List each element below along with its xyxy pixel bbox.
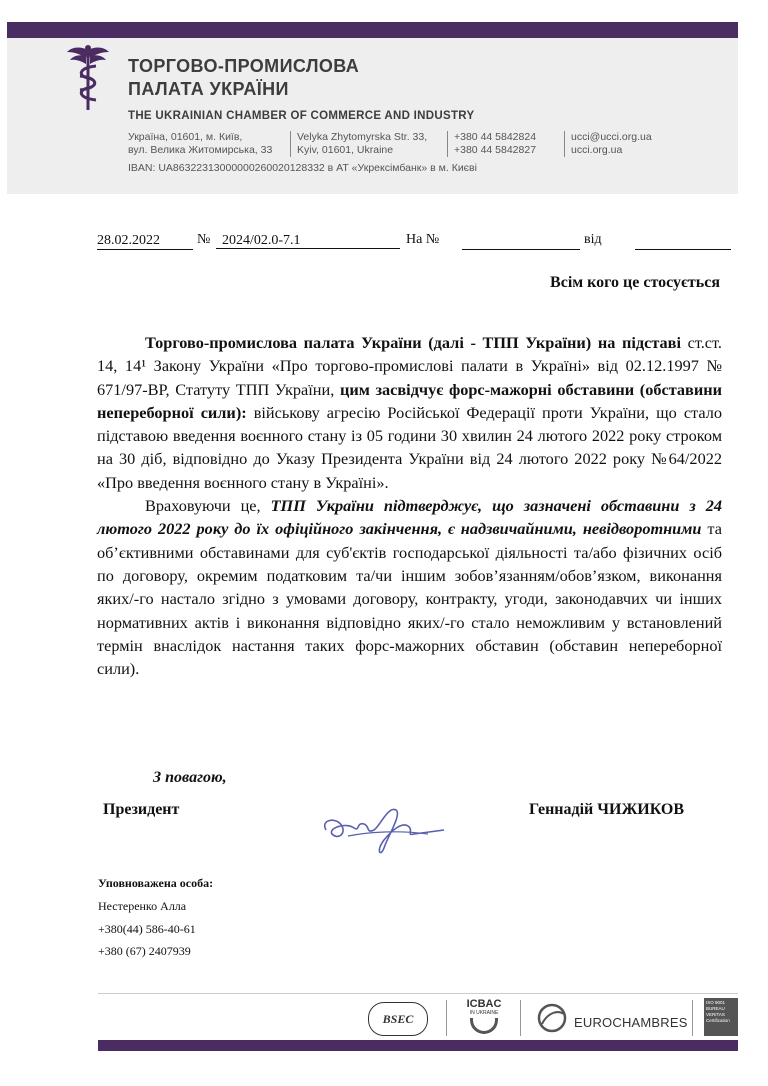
footer-divider	[98, 993, 738, 994]
icbac-horseshoe-icon	[470, 1018, 498, 1034]
iban: IBAN: UA863223130000002600201283​32 в АТ «Укрексімбанк» в м. Києві	[128, 162, 477, 174]
in-reply-label: На №	[406, 232, 440, 247]
top-brand-bar	[7, 22, 738, 38]
phones: +380 44 5842824 +380 44 5842827	[447, 131, 536, 157]
handwritten-signature	[318, 800, 448, 860]
footer-sep-1	[446, 1000, 447, 1036]
from-blank	[635, 233, 731, 250]
signatory-title: Президент	[103, 801, 180, 818]
paragraph-1: Торгово-промислова палата України (далі - ТПП України) на підставі ст.ст. 14, 14¹ Закону України «Про торгово-промислові палати в Україні» від 02.12.1997 № 671/97-ВР, Статуту ТПП України, цим засвідчує форс-мажорні обставини (обставини непереборної сили): військову агресію Російської Федерації проти України, що стало підставою введення воєнного стану із 05 години 30 хвилин 24 лютого 2022 року строком на 30 діб, відповідно до Указу Президента України від 24 лютого 2022 року №64/2022 «Про введення воєнного стану в Україні».	[97, 333, 722, 492]
addressee: Всім кого це стосується	[550, 274, 720, 291]
eurochambres-logo: EUROCHAMBRES	[574, 1015, 688, 1030]
contact-phone-1: +380(44) 586-40-61	[98, 922, 196, 936]
contact-phone-2: +380 (67) 2407939	[98, 944, 191, 958]
caduceus-logo-icon	[66, 44, 110, 112]
regards: З повагою,	[153, 769, 227, 786]
contact-label: Уповноважена особа:	[98, 876, 214, 890]
signatory-name: Геннадій ЧИЖИКОВ	[529, 801, 685, 818]
org-name-en: THE UKRAINIAN CHAMBER OF COMMERCE AND INDUSTRY	[128, 110, 475, 122]
from-label: від	[584, 232, 602, 247]
letter-body	[97, 331, 722, 680]
bottom-brand-bar	[98, 1040, 738, 1051]
icbac-logo: ICBAC IN UKRAINE	[462, 998, 506, 1034]
footer-sep-2	[520, 1000, 521, 1036]
ref-date: 28.02.2022	[97, 233, 193, 250]
footer-sep-3	[692, 1000, 693, 1036]
in-reply-blank	[462, 233, 580, 250]
ref-number-symbol: №	[197, 232, 211, 247]
eurochambres-swirl-icon	[534, 1002, 570, 1034]
web-contacts: ucci@ucci.org.ua ucci.org.ua	[564, 131, 652, 157]
address-en: Velyka Zhytomyrska Str. 33, Kyiv, 01601, Ukraine	[290, 131, 427, 157]
ref-number: 2024/02.0-7.1	[216, 233, 400, 249]
bsec-logo: BSEC	[368, 1002, 428, 1036]
bureau-veritas-badge: ISO 9001 BUREAU VERITAS Certification	[704, 998, 738, 1036]
org-name-ua: ТОРГОВО-ПРОМИСЛОВА ПАЛАТА УКРАЇНИ	[128, 56, 360, 99]
paragraph-2: Враховуючи це, ТПП України підтверджує, що зазначені обставини з 24 лютого 2022 року до їх офіційного закінчення, є надзвичайними, невідворотними та об’єктивними обставинами для суб'єктів господарської діяльності та/або фізичних осіб по договору, окремим податковим та/чи іншим зобов’язанням/обов’язком, виконання яких/-го настало згідно з умовами договору, контракту, угоди, законодавчих чи інших нормативних актів і виконання відповідно яких/-го стало неможливим у встановлений термін внаслідок настання таких форс-мажорних обставин (обставин непереборної сили).	[97, 496, 722, 679]
contact-name: Нестеренко Алла	[98, 899, 187, 913]
address-ua: Україна, 01601, м. Київ, вул. Велика Житомирська, 33	[128, 131, 273, 156]
